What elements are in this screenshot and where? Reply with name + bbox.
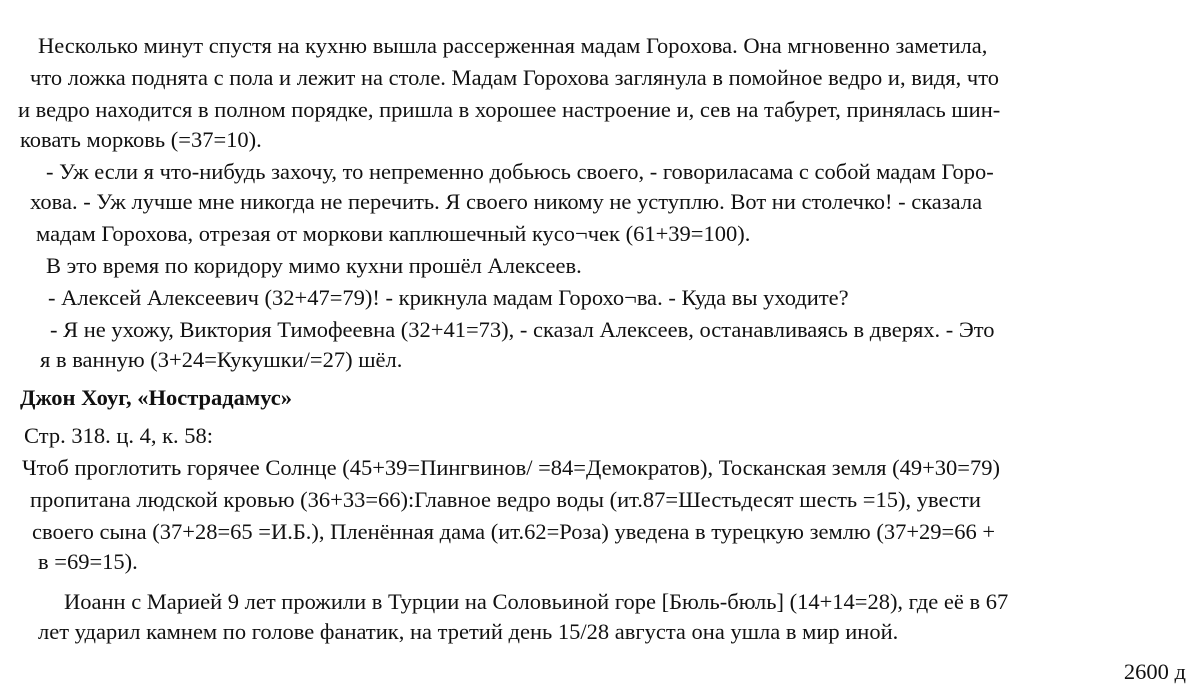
paragraph6-line1: Чтоб проглотить горячее Солнце (45+39=Пингвинов/ =84=Демократов), Тосканская земля (49+30=79) bbox=[22, 455, 1000, 480]
paragraph7-line2: лет ударил камнем по голове фанатик, на третий день 15/28 августа она ушла в мир иной. bbox=[38, 619, 899, 644]
paragraph5-line2: я в ванную (3+24=Кукушки/=27) шёл. bbox=[40, 347, 403, 372]
paragraph1-line2: что ложка поднята с пола и лежит на столе. Мадам Горохова заглянула в помойное ведро и, видя, что bbox=[30, 65, 1000, 90]
paragraph3-line1: В это время по коридору мимо кухни прошёл Алексеев. bbox=[46, 253, 582, 278]
section-heading: Джон Хоуг, «Нострадамус» bbox=[20, 385, 293, 410]
paragraph7-line1: Иоанн с Марией 9 лет прожили в Турции на Соловьиной горе [Бюль-бюль] (14+14=28), где её в 67 bbox=[64, 589, 1009, 614]
paragraph1-line1: Несколько минут спустя на кухню вышла рассерженная мадам Горохова. Она мгновенно заметила, bbox=[38, 33, 988, 58]
paragraph1-line4: ковать морковь (=37=10). bbox=[20, 127, 262, 152]
paragraph2-line1: - Уж если я что-нибудь захочу, то непременно добьюсь своего, - говориласама с собой мадам Горо- bbox=[46, 159, 994, 184]
paragraph1-line3: и ведро находится в полном порядке, пришла в хорошее настроение и, сев на табурет, принялась шин- bbox=[18, 97, 1001, 122]
paragraph4-line1: - Алексей Алексеевич (32+47=79)! - крикнула мадам Горохо¬ва. - Куда вы уходите? bbox=[48, 285, 849, 310]
paragraph2-line3: мадам Горохова, отрезая от моркови каплюшечный кусо¬чек (61+39=100). bbox=[36, 221, 751, 246]
paragraph2-line2: хова. - Уж лучше мне никогда не перечить. Я своего никому не уступлю. Вот ни столечко! - сказала bbox=[30, 189, 983, 214]
reference-line: Стр. 318. ц. 4, к. 58: bbox=[24, 423, 214, 448]
paragraph6-line2: пропитана людской кровью (36+33=66):Главное ведро воды (ит.87=Шестьдесят шесть =15), увести bbox=[30, 487, 981, 512]
paragraph6-line3: своего сына (37+28=65 =И.Б.), Пленённая дама (ит.62=Роза) уведена в турецкую землю (37+29=66 + bbox=[32, 519, 996, 544]
paragraph6-line4: в =69=15). bbox=[38, 549, 138, 574]
page-number: 2600 д bbox=[1123, 659, 1186, 684]
paragraph5-line1: - Я не ухожу, Виктория Тимофеевна (32+41=73), - сказал Алексеев, останавливаясь в дверях. - Это bbox=[50, 317, 995, 342]
